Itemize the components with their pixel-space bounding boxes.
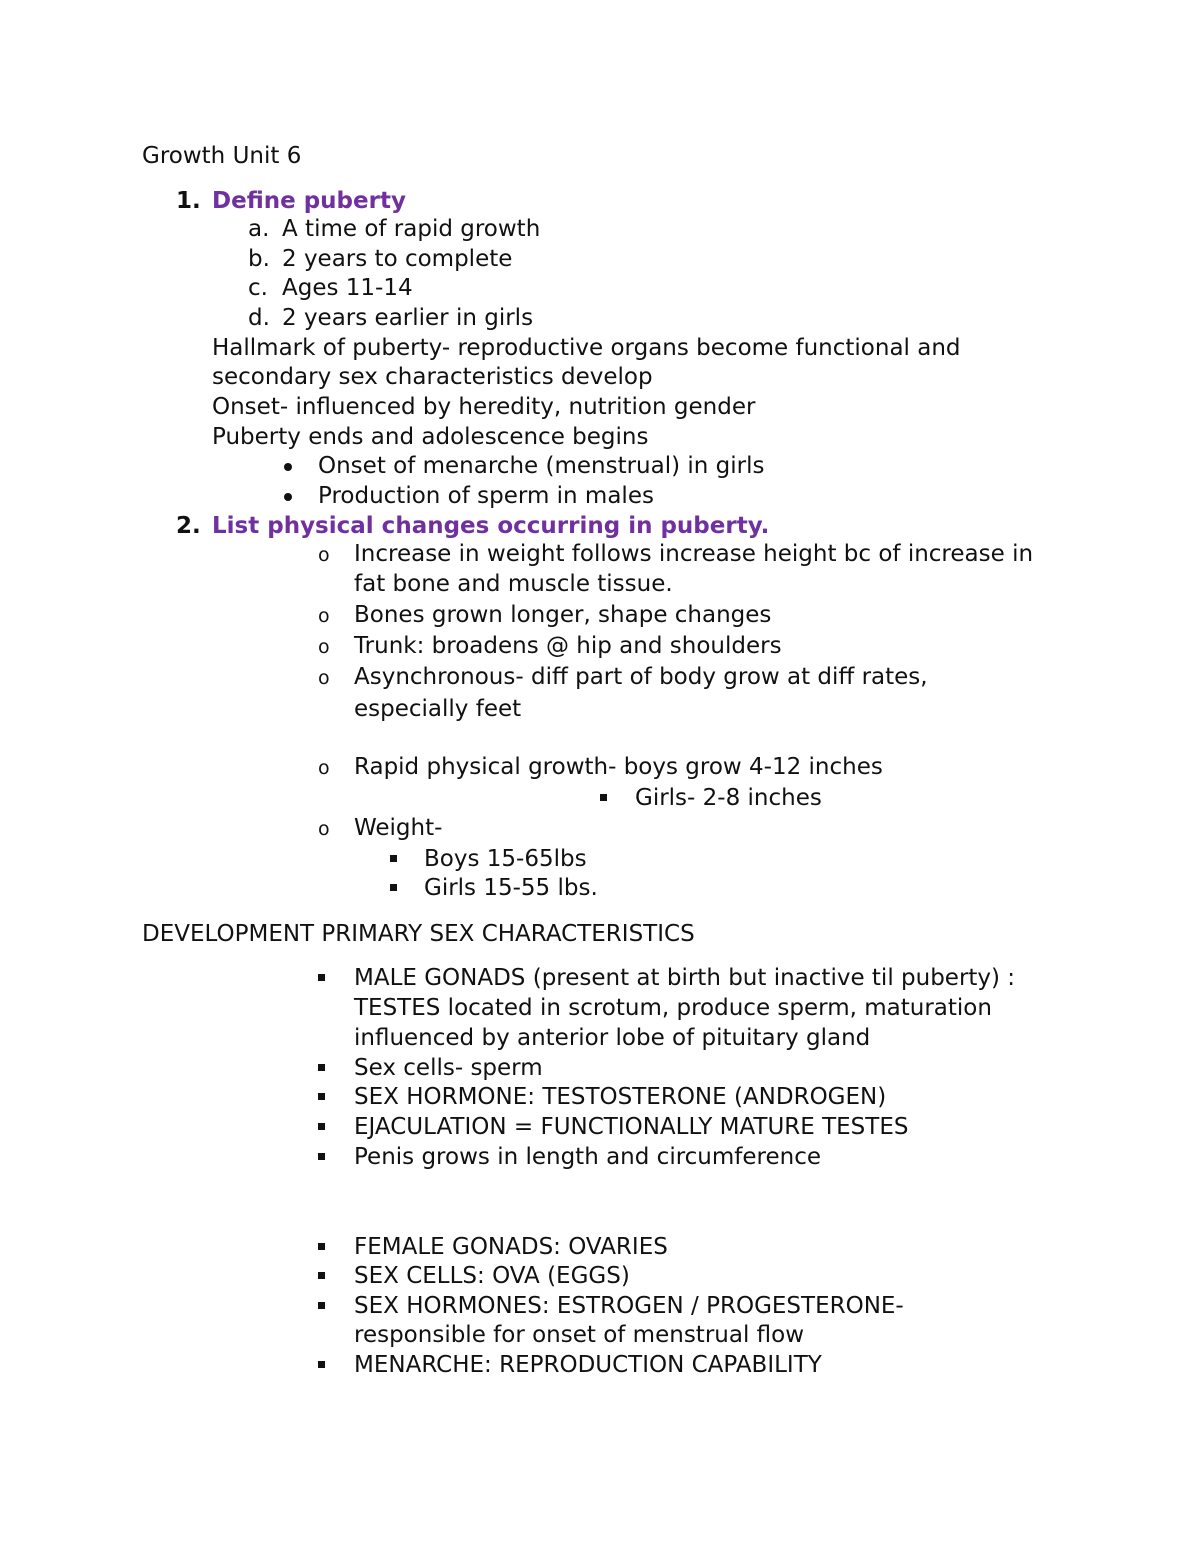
list-item: Onset of menarche (menstrual) in girls <box>318 453 765 479</box>
section-1-number: 1. <box>176 188 201 214</box>
section-2-number: 2. <box>176 513 201 539</box>
list-item: Rapid physical growth- boys grow 4-12 inches <box>354 754 883 780</box>
bullet-square-icon <box>318 1123 325 1130</box>
list-item: MALE GONADS (present at birth but inactive til puberty) : <box>354 965 1016 991</box>
list-marker: d. <box>248 305 270 331</box>
bullet-ring-icon: o <box>318 636 330 658</box>
list-marker: a. <box>248 216 270 242</box>
list-item-cont: influenced by anterior lobe of pituitary gland <box>354 1025 871 1051</box>
hallmark-text: Hallmark of puberty- reproductive organs become functional and <box>212 335 961 361</box>
list-item: FEMALE GONADS: OVARIES <box>354 1234 668 1260</box>
list-item: 2 years to complete <box>282 246 513 272</box>
list-item: EJACULATION = FUNCTIONALLY MATURE TESTES <box>354 1114 909 1140</box>
list-item: Sex cells- sperm <box>354 1055 543 1081</box>
primary-heading: DEVELOPMENT PRIMARY SEX CHARACTERISTICS <box>142 921 695 947</box>
section-2-heading: List physical changes occurring in puberty. <box>212 513 770 539</box>
bullet-square-icon <box>318 1272 325 1279</box>
bullet-square-icon <box>318 1302 325 1309</box>
bullet-square-icon <box>318 1064 325 1071</box>
puberty-ends-text: Puberty ends and adolescence begins <box>212 424 649 450</box>
list-item: SEX HORMONE: TESTOSTERONE (ANDROGEN) <box>354 1084 887 1110</box>
list-item: Girls 15-55 lbs. <box>424 875 598 901</box>
bullet-square-icon <box>318 974 325 981</box>
bullet-ring-icon: o <box>318 605 330 627</box>
list-item: Penis grows in length and circumference <box>354 1144 822 1170</box>
bullet-square-icon <box>318 1093 325 1100</box>
list-item: Ages 11-14 <box>282 275 413 301</box>
bullet-ring-icon: o <box>318 818 330 840</box>
bullet-ring-icon: o <box>318 667 330 689</box>
list-item-cont: TESTES located in scrotum, produce sperm, maturation <box>354 995 992 1021</box>
bullet-ring-icon: o <box>318 544 330 566</box>
bullet-square-icon <box>318 1361 325 1368</box>
list-item: Increase in weight follows increase height bc of increase in <box>354 541 1034 567</box>
list-item: Girls- 2-8 inches <box>635 785 822 811</box>
document-title: Growth Unit 6 <box>142 143 302 169</box>
list-item-cont: fat bone and muscle tissue. <box>354 571 673 597</box>
bullet-square-icon <box>318 1153 325 1160</box>
list-item: Bones grown longer, shape changes <box>354 602 772 628</box>
list-item: Trunk: broadens @ hip and shoulders <box>354 633 782 659</box>
bullet-disc-icon <box>284 463 292 471</box>
bullet-disc-icon <box>284 493 292 501</box>
list-item: 2 years earlier in girls <box>282 305 534 331</box>
bullet-ring-icon: o <box>318 757 330 779</box>
list-item: Boys 15-65lbs <box>424 846 587 872</box>
bullet-square-icon <box>390 855 397 862</box>
list-item: SEX CELLS: OVA (EGGS) <box>354 1263 630 1289</box>
bullet-square-icon <box>318 1243 325 1250</box>
list-marker: b. <box>248 246 270 272</box>
hallmark-text-cont: secondary sex characteristics develop <box>212 364 653 390</box>
list-marker: c. <box>248 275 268 301</box>
bullet-square-icon <box>600 794 607 801</box>
bullet-square-icon <box>390 884 397 891</box>
list-item: MENARCHE: REPRODUCTION CAPABILITY <box>354 1352 822 1378</box>
list-item: SEX HORMONES: ESTROGEN / PROGESTERONE- <box>354 1293 904 1319</box>
onset-text: Onset- influenced by heredity, nutrition gender <box>212 394 756 420</box>
list-item-cont: especially feet <box>354 696 522 722</box>
list-item: Production of sperm in males <box>318 483 654 509</box>
list-item: Weight- <box>354 815 443 841</box>
list-item-cont: responsible for onset of menstrual flow <box>354 1322 805 1348</box>
list-item: Asynchronous- diff part of body grow at diff rates, <box>354 664 928 690</box>
section-1-heading: Define puberty <box>212 188 406 214</box>
list-item: A time of rapid growth <box>282 216 541 242</box>
